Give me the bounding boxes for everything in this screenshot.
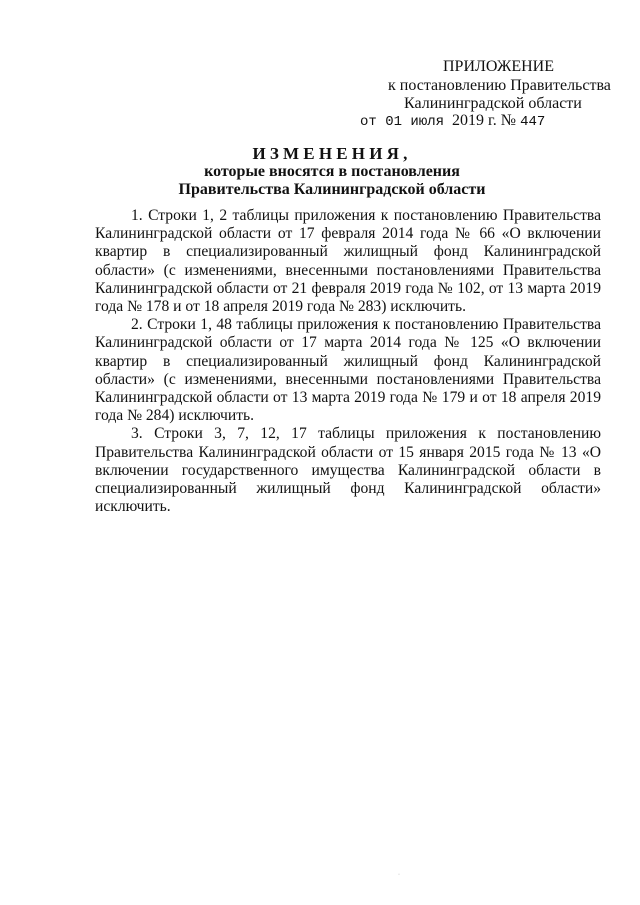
appendix-date: 01 июля <box>385 114 445 130</box>
appendix-number: 447 <box>520 114 546 130</box>
appendix-line-region: Калининградской области <box>404 95 582 112</box>
document-title: ИЗМЕНЕНИЯ, <box>252 144 412 163</box>
appendix-line-resolution: к постановлению Правительства <box>388 77 611 94</box>
appendix-block <box>0 0 640 130</box>
paragraph-2: 2. Строки 1, 48 таблицы приложения к постановлению Правительства Калининградской области от 17 марта 2014 года № 125 «О включении квартир в специализированный жилищный фонд Калининградской области» (с изменениями, внесенными постановлениями Правительства Калининградской области от 13 марта 2019 года № 179 и от 18 апреля 2019 года № 284) исключить. <box>95 316 601 425</box>
paragraph-3: 3. Строки 3, 7, 12, 17 таблицы приложения к постановлению Правительства Калининградской области от 15 января 2015 года № 13 «О включении государственного имущества Калининградской области в специализированный жилищный фонд Калининградской области» исключить. <box>95 425 601 516</box>
appendix-date-prefix: от <box>360 114 386 130</box>
appendix-number-sign: № <box>500 112 517 129</box>
appendix-date-number-line <box>360 111 545 132</box>
document-subtitle-line1: которые вносятся в постановления <box>204 163 460 180</box>
appendix-title: ПРИЛОЖЕНИЕ <box>443 58 555 75</box>
paragraph-1: 1. Строки 1, 2 таблицы приложения к постановлению Правительства Калининградской области от 17 февраля 2014 года № 66 «О включении квартир в специализированный жилищный фонд Калининградской области» (с изменениями, внесенными постановлениями Правительства Калининградской области от 21 февраля 2019 года № 102, от 13 марта 2019 года № 178 и от 18 апреля 2019 года № 283) исключить. <box>95 207 601 316</box>
document-body <box>95 207 601 516</box>
appendix-year: 2019 г. <box>452 112 497 129</box>
document-subtitle-line2: Правительства Калининградской области <box>178 181 486 198</box>
scan-mark: · <box>398 872 400 878</box>
